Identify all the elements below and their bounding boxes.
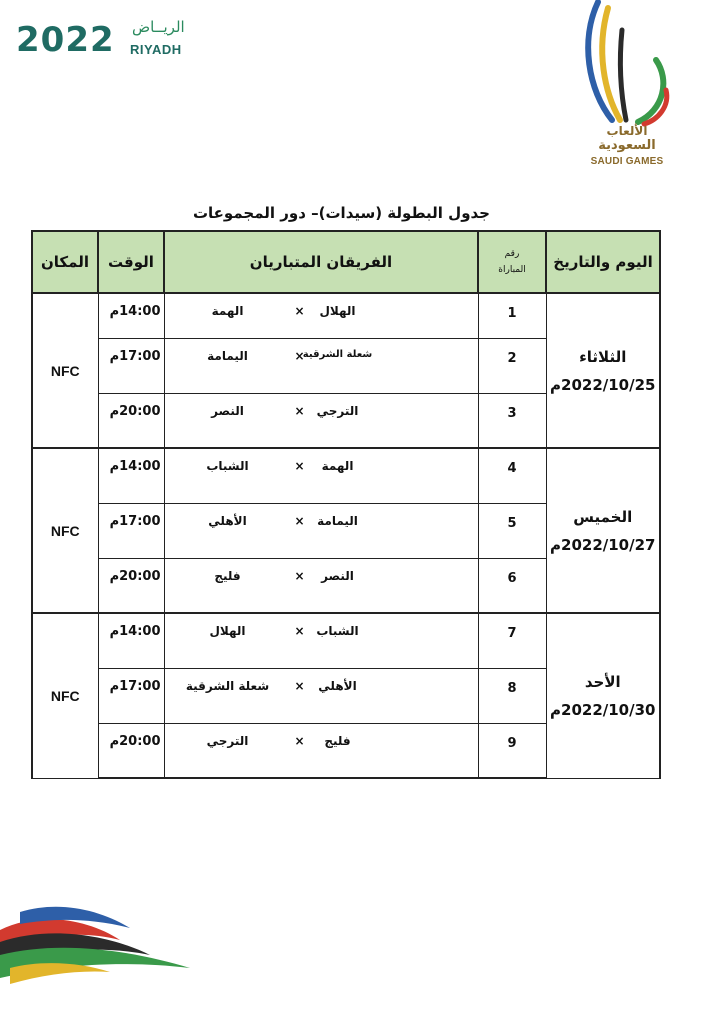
team-away: الهلال xyxy=(209,624,246,638)
table-row xyxy=(32,448,660,503)
team-away: اليمامة xyxy=(207,348,248,363)
games-arabic-line2: السعودية xyxy=(598,138,656,153)
header-venue: المكان xyxy=(32,231,98,293)
match-time: 14:00م xyxy=(98,448,164,503)
vs-symbol: × xyxy=(294,624,305,638)
decorative-swoosh-icon xyxy=(0,900,200,990)
match-date: 2022/10/30م xyxy=(550,700,656,719)
header-match-number xyxy=(478,231,546,293)
riyadh-2022-logo xyxy=(16,16,186,66)
team-home: الهلال xyxy=(319,304,356,318)
vs-symbol: × xyxy=(294,403,305,418)
match-number: 9 xyxy=(478,723,546,778)
teams-cell xyxy=(164,668,478,723)
match-time: 14:00م xyxy=(98,293,164,338)
match-number: 5 xyxy=(478,503,546,558)
teams-cell xyxy=(164,613,478,668)
match-number: 3 xyxy=(478,393,546,448)
saudi-games-emblem-icon xyxy=(560,0,690,130)
teams-cell xyxy=(164,503,478,558)
match-number: 2 xyxy=(478,338,546,393)
match-time: 17:00م xyxy=(98,338,164,393)
team-home: النصر xyxy=(321,568,354,583)
team-home: الأهلي xyxy=(318,678,357,693)
schedule-table xyxy=(31,230,661,779)
team-away: الأهلي xyxy=(208,513,247,528)
match-time: 20:00م xyxy=(98,723,164,778)
teams-cell xyxy=(164,293,478,338)
teams-cell xyxy=(164,393,478,448)
venue-cell: NFC xyxy=(32,448,98,613)
match-time: 17:00م xyxy=(98,503,164,558)
vs-symbol: × xyxy=(294,568,305,583)
teams-cell xyxy=(164,338,478,393)
table-row xyxy=(32,293,660,338)
day-name: الخميس xyxy=(573,507,633,526)
games-english-text: SAUDI GAMES xyxy=(590,156,664,167)
team-away: فليج xyxy=(214,568,241,583)
games-arabic-line1: الألعاب xyxy=(606,124,648,138)
logo-english-text: RIYADH xyxy=(130,42,182,57)
day-date-cell xyxy=(546,448,660,613)
team-home: شعلة الشرقية xyxy=(302,348,373,360)
match-number: 4 xyxy=(478,448,546,503)
schedule-title: جدول البطولة (سيدات)– دور المجموعات xyxy=(192,204,490,222)
header-teams: الفريقان المتباريان xyxy=(164,231,478,293)
header-match-number-line2: المباراة xyxy=(498,265,526,275)
day-name: الثلاثاء xyxy=(579,347,627,366)
table-header-row xyxy=(32,231,660,293)
match-number: 1 xyxy=(478,293,546,338)
match-number: 7 xyxy=(478,613,546,668)
team-home: الهمة xyxy=(321,459,354,473)
teams-cell xyxy=(164,558,478,613)
match-date: 2022/10/27م xyxy=(550,535,656,554)
day-name: الأحد xyxy=(584,672,621,691)
team-away: النصر xyxy=(211,403,244,418)
logo-year: 2022 xyxy=(16,20,115,60)
match-time: 14:00م xyxy=(98,613,164,668)
table-row xyxy=(32,613,660,668)
teams-cell xyxy=(164,448,478,503)
venue-cell: NFC xyxy=(32,613,98,778)
vs-symbol: × xyxy=(294,459,305,473)
logo-arabic-text: الريــاض xyxy=(132,18,185,36)
header-match-number-line1: رقم xyxy=(504,249,520,259)
team-away: شعلة الشرقية xyxy=(185,678,270,693)
match-number: 8 xyxy=(478,668,546,723)
match-number: 6 xyxy=(478,558,546,613)
team-away: الترجي xyxy=(206,733,249,748)
header-time: الوقت xyxy=(98,231,164,293)
saudi-games-logo xyxy=(560,0,690,178)
vs-symbol: × xyxy=(294,678,305,693)
day-date-cell xyxy=(546,293,660,448)
team-home: الشباب xyxy=(316,624,359,638)
match-time: 20:00م xyxy=(98,393,164,448)
header-day-date: اليوم والتاريخ xyxy=(546,231,660,293)
vs-symbol: × xyxy=(294,513,305,528)
match-time: 20:00م xyxy=(98,558,164,613)
vs-symbol: × xyxy=(294,348,305,363)
teams-cell xyxy=(164,723,478,778)
vs-symbol: × xyxy=(294,733,305,748)
team-away: الهمة xyxy=(211,304,244,318)
team-home: اليمامة xyxy=(317,513,358,528)
team-home: فليج xyxy=(324,733,351,748)
venue-cell: NFC xyxy=(32,293,98,448)
match-date: 2022/10/25م xyxy=(550,375,656,394)
match-time: 17:00م xyxy=(98,668,164,723)
team-away: الشباب xyxy=(206,459,249,473)
vs-symbol: × xyxy=(294,304,305,318)
day-date-cell xyxy=(546,613,660,778)
team-home: الترجي xyxy=(316,403,359,418)
